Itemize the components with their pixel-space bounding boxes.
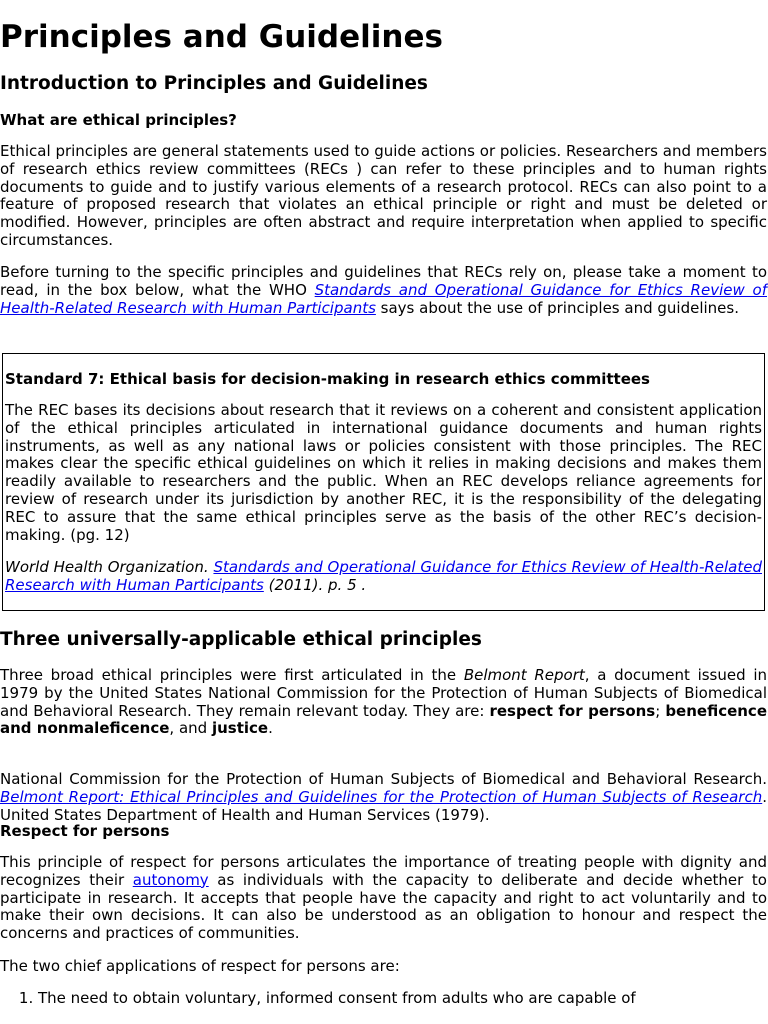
list-item: 1. The need to obtain voluntary, informed consent from adults who are capable of — [38, 990, 768, 1008]
citation-year: (2011). p. 5 . — [263, 575, 367, 594]
para5-text-end: as individuals with the capacity to deliberate and decide whether to participate in research. It accepts that people have the capacity and right to act voluntarily and to make their own decisions. It can also be understood as an obligation to honour and respect the concerns and practices of communities. — [0, 870, 767, 943]
principle-beneficence: beneficence and nonmaleficence — [0, 701, 768, 738]
para-before-turning-text-end: says about the use of principles and guidelines. — [375, 298, 739, 317]
para4-text-end: . United States Department of Health and Human Services (1979). — [0, 787, 767, 824]
three-principles-heading: Three universally-applicable ethical principles — [0, 629, 482, 650]
standard-body: The REC bases its decisions about research that it reviews on a coherent and consistent application of the ethical principles articulated in international guidance documents and human rights instruments, as well as any national laws or policies consistent with those principles. The REC makes clear the specific ethical guidelines on which it relies in making decisions and makes them readily available to researchers and the public. When an REC develops reliance agreements for review of research under its jurisdiction by another REC, it is the responsibility of the delegating REC to assure that the same ethical principles serve as the basis of the other REC’s decision-making. (pg. 12) — [5, 401, 762, 544]
belmont-report-title: Belmont Report — [463, 666, 585, 684]
intro-heading: Introduction to Principles and Guidelines — [0, 73, 428, 94]
para-two-applications: The two chief applications of respect for persons are: — [0, 957, 400, 975]
respect-heading: Respect for persons — [0, 822, 170, 840]
who-standards-link[interactable]: Standards and Operational Guidance for Ethics Review of Health-Related Research with Human Participants — [0, 280, 767, 317]
para-before-turning — [0, 264, 767, 317]
autonomy-link[interactable]: autonomy — [132, 870, 209, 889]
para3-text-5: . — [268, 719, 273, 738]
principle-justice: justice — [211, 719, 269, 738]
citation-author: World Health Organization. — [5, 558, 214, 576]
para-before-turning-text: Before turning to the specific principles and guidelines that RECs rely on, please take a moment to read, in the box below, what the WHO — [0, 263, 767, 299]
para3-text-4: , and — [169, 719, 212, 738]
para4-text: National Commission for the Protection of Human Subjects of Biomedical and Behavioral Research. — [0, 770, 767, 788]
para3-text-3: ; — [655, 701, 666, 720]
para3-text-1: Three broad ethical principles were first articulated in the — [0, 666, 464, 684]
belmont-report-link-text[interactable]: Belmont Report: Ethical Principles and Guidelines for the Protection of Human Subjects of Research — [0, 787, 763, 806]
standard-heading: Standard 7: Ethical basis for decision-making in research ethics committees — [5, 370, 650, 388]
para-three-principles — [0, 667, 767, 738]
applications-list — [0, 990, 768, 1008]
para-respect — [0, 854, 767, 943]
page-title: Principles and Guidelines — [0, 19, 443, 55]
what-heading: What are ethical principles? — [0, 111, 237, 129]
standard-box — [2, 353, 765, 611]
principle-respect: respect for persons — [489, 701, 656, 720]
para-ethical-principles: Ethical principles are general statements used to guide actions or policies. Researchers and members of research ethics review committees (RECs ) can refer to these principles and to human rights documents to guide and to justify various elements of a research protocol. RECs can also point to a feature of proposed research that violates an ethical principle or right and must be deleted or modified. However, principles are often abstract and require interpretation when applied to specific circumstances. — [0, 142, 767, 249]
para5-text: This principle of respect for persons articulates the importance of treating people with dignity and recognizes their — [0, 853, 767, 889]
belmont-report-link[interactable] — [0, 788, 762, 806]
para-national-commission — [0, 771, 767, 824]
para3-text-2: , a document issued in 1979 by the United States National Commission for the Protection of Human Subjects of Biomedical and Behavioral Research. They remain relevant today. They are: — [0, 666, 768, 720]
citation-link-text[interactable]: Standards and Operational Guidance for Ethics Review of Health-Related Research with Human Participants — [5, 558, 762, 594]
standard-citation — [5, 559, 762, 595]
